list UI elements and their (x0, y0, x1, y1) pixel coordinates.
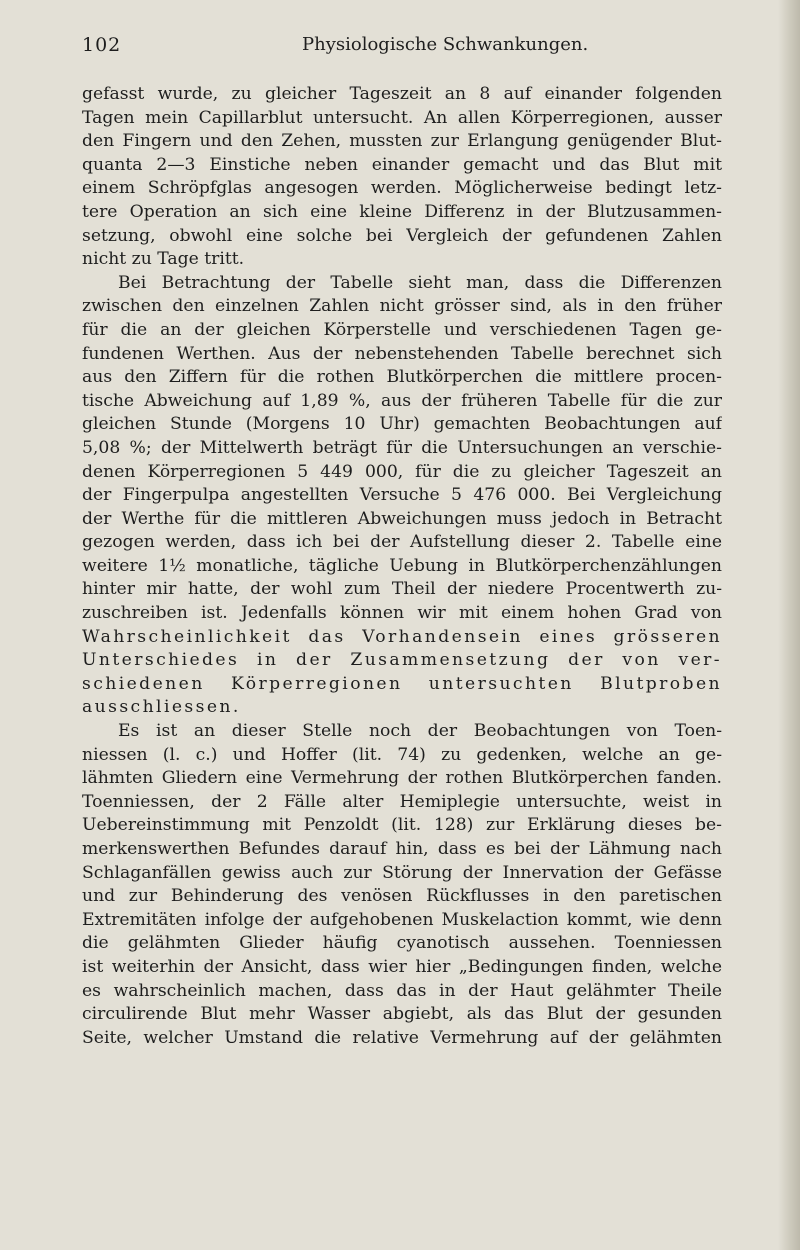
text-line: quanta 2—3 Einstiche neben einander gemacht und das Blut mit (82, 154, 722, 175)
text-line: Schlaganfällen gewiss auch zur Störung der Innervation der Gefässe (82, 862, 722, 883)
text-line: den Fingern und den Zehen, mussten zur Erlangung genügender Blut- (82, 131, 722, 152)
page-header (82, 34, 722, 60)
text-line: tische Abweichung auf 1,89 %, aus der früheren Tabelle für die zur (82, 390, 722, 411)
text-line: gleichen Stunde (Morgens 10 Uhr) gemachten Beobachtungen auf (82, 414, 722, 435)
body-text (82, 83, 722, 1050)
text-line: setzung, obwohl eine solche bei Vergleich der gefundenen Zahlen (82, 225, 722, 246)
text-line: Toenniessen, der 2 Fälle alter Hemiplegie untersuchte, weist in (82, 791, 722, 812)
text-line: es wahrscheinlich machen, dass das in der Haut gelähmter Theile (82, 980, 722, 1001)
text-line: Es ist an dieser Stelle noch der Beobachtungen von Toen- (118, 721, 722, 742)
text-line-spaced: schiedenen Körperregionen untersuchten Blutproben (82, 673, 722, 694)
text-line: nicht zu Tage tritt. (82, 249, 245, 270)
text-line: tere Operation an sich eine kleine Differenz in der Blutzusammen- (82, 201, 722, 222)
text-line: Seite, welcher Umstand die relative Vermehrung auf der gelähmten (82, 1027, 722, 1048)
text-line: 5,08 %; der Mittelwerth beträgt für die Untersuchungen an verschie- (82, 437, 722, 458)
text-line: lähmten Gliedern eine Vermehrung der rothen Blutkörperchen fanden. (82, 768, 722, 789)
text-line-spaced: ausschliessen. (82, 697, 241, 718)
text-line-spaced: Wahrscheinlichkeit das Vorhandensein eines grösseren (82, 626, 722, 647)
text-line: und zur Behinderung des venösen Rückflusses in den paretischen (82, 886, 722, 907)
running-title: Physiologische Schwankungen. (302, 34, 589, 55)
text-line: fundenen Werthen. Aus der nebenstehenden Tabelle berechnet sich (82, 343, 722, 364)
text-line: zwischen den einzelnen Zahlen nicht grösser sind, als in den früher (82, 296, 722, 317)
text-line: gefasst wurde, zu gleicher Tageszeit an 8 auf einander folgenden (82, 84, 722, 104)
text-line: circulirende Blut mehr Wasser abgiebt, als das Blut der gesunden (82, 1004, 722, 1025)
text-line: der Fingerpulpa angestellten Versuche 5 476 000. Bei Vergleichung (82, 485, 722, 506)
text-line: Tagen mein Capillarblut untersucht. An allen Körperregionen, ausser (82, 107, 722, 128)
text-line: aus den Ziffern für die rothen Blutkörperchen die mittlere procen- (82, 367, 722, 388)
text-line: Uebereinstimmung mit Penzoldt (lit. 128) zur Erklärung dieses be- (82, 815, 722, 836)
text-line: hinter mir hatte, der wohl zum Theil der niedere Procentwerth zu- (82, 579, 722, 600)
text-line: denen Körperregionen 5 449 000, für die zu gleicher Tageszeit an (82, 461, 722, 482)
text-line: weitere 1½ monatliche, tägliche Uebung in Blutkörperchenzählungen (82, 555, 722, 576)
text-line: gezogen werden, dass ich bei der Aufstellung dieser 2. Tabelle eine (82, 532, 722, 553)
text-line: der Werthe für die mittleren Abweichungen muss jedoch in Betracht (82, 508, 722, 529)
page-edge-shadow (778, 0, 800, 1250)
page-number: 102 (82, 34, 122, 56)
text-line: einem Schröpfglas angesogen werden. Möglicherweise bedingt letz- (82, 178, 722, 199)
text-line: Bei Betrachtung der Tabelle sieht man, dass die Differenzen (118, 272, 722, 293)
text-line: niessen (l. c.) und Hoffer (lit. 74) zu gedenken, welche an ge- (82, 744, 722, 765)
text-line: ist weiterhin der Ansicht, dass wier hier „Bedingungen finden, welche (82, 956, 722, 977)
text-line: für die an der gleichen Körperstelle und verschiedenen Tagen ge- (82, 319, 722, 340)
text-line: merkenswerthen Befundes darauf hin, dass es bei der Lähmung nach (82, 839, 722, 859)
text-line-spaced: Unterschiedes in der Zusammensetzung der von ver- (82, 650, 722, 671)
text-line: zuschreiben ist. Jedenfalls können wir mit einem hohen Grad von (82, 603, 722, 624)
text-line: die gelähmten Glieder häufig cyanotisch aussehen. Toenniessen (82, 933, 722, 954)
text-line: Extremitäten infolge der aufgehobenen Muskelaction kommt, wie denn (82, 909, 722, 930)
